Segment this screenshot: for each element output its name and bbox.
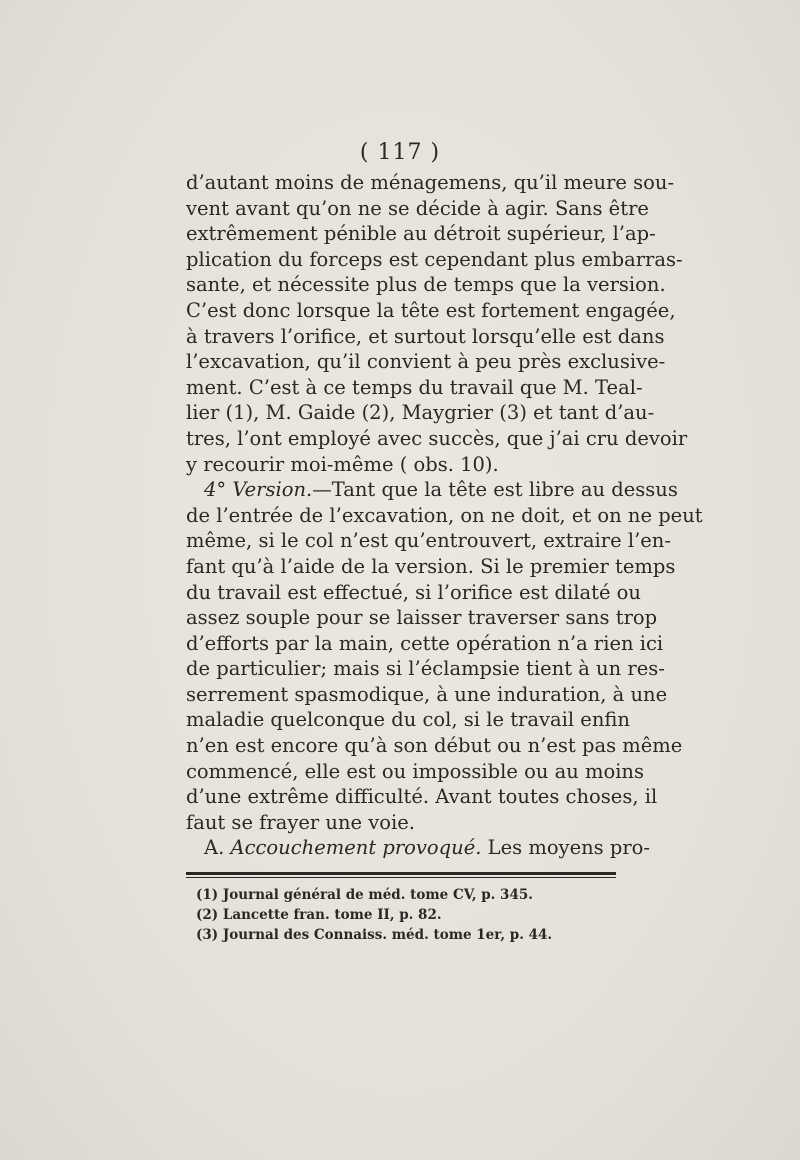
footnote: (3) Journal des Connaiss. méd. tome 1er, p. 44.: [196, 927, 553, 943]
section-a-line: [186, 835, 651, 861]
text-line: faut se frayer une voie.: [186, 810, 416, 834]
text-line: lier (1), M. Gaide (2), Maygrier (3) et tant d’au-: [186, 401, 655, 425]
text-line: tres, l’ont employé avec succès, que j’ai cru devoir: [186, 426, 688, 450]
text-line: de particulier; mais si l’éclampsie tient à un res-: [186, 657, 665, 681]
text-line: sante, et nécessite plus de temps que la version.: [186, 273, 666, 297]
text-line: assez souple pour se laisser traverser sans trop: [186, 606, 658, 630]
body-text: [186, 170, 703, 861]
text-line: de l’entrée de l’excavation, on ne doit, et on ne peut: [186, 503, 703, 527]
footnote-rule: [186, 872, 616, 875]
version-heading: 4° Version.: [204, 478, 313, 502]
text-line: extrêmement pénible au détroit supérieur, l’ap-: [186, 222, 656, 246]
text-line: du travail est effectué, si l’orifice est dilaté ou: [186, 580, 641, 604]
text-line: fant qu’à l’aide de la version. Si le premier temps: [186, 554, 676, 578]
text-line: y recourir moi-même ( obs. 10).: [186, 452, 499, 476]
section-a-label: A.: [204, 836, 225, 860]
footnote: (2) Lancette fran. tome II, p. 82.: [196, 907, 442, 923]
text-line: n’en est encore qu’à son début ou n’est pas même: [186, 734, 683, 758]
footnotes: [196, 885, 616, 945]
text-line: à travers l’orifice, et surtout lorsqu’elle est dans: [186, 324, 665, 348]
section-a-text: Les moyens pro-: [481, 836, 651, 860]
text-line: maladie quelconque du col, si le travail enfin: [186, 708, 630, 732]
text-line: commencé, elle est ou impossible ou au moins: [186, 759, 645, 783]
text-line: même, si le col n’est qu’entrouvert, extraire l’en-: [186, 529, 671, 553]
section-a-title: Accouchement provoqué.: [230, 836, 482, 860]
text-line: vent avant qu’on ne se décide à agir. Sans être: [186, 196, 649, 220]
text-line: C’est donc lorsque la tête est fortement engagée,: [186, 298, 676, 322]
footnote: (1) Journal général de méd. tome CV, p. 345.: [196, 887, 533, 903]
text-line: d’une extrême difficulté. Avant toutes choses, il: [186, 785, 658, 809]
version-text: —Tant que la tête est libre au dessus: [312, 478, 678, 502]
text-line: d’efforts par la main, cette opération n’a rien ici: [186, 631, 664, 655]
text-line: plication du forceps est cependant plus embarras-: [186, 247, 683, 271]
text-line: serrement spasmodique, à une induration, à une: [186, 682, 668, 706]
version-paragraph-start: [186, 477, 678, 503]
text-line: ment. C’est à ce temps du travail que M. Teal-: [186, 375, 643, 399]
page-number: ( 117 ): [359, 140, 441, 165]
footnote-rule-thin: [186, 877, 616, 878]
text-line: d’autant moins de ménagemens, qu’il meure sou-: [186, 171, 675, 194]
text-line: l’excavation, qu’il convient à peu près exclusive-: [186, 350, 666, 374]
